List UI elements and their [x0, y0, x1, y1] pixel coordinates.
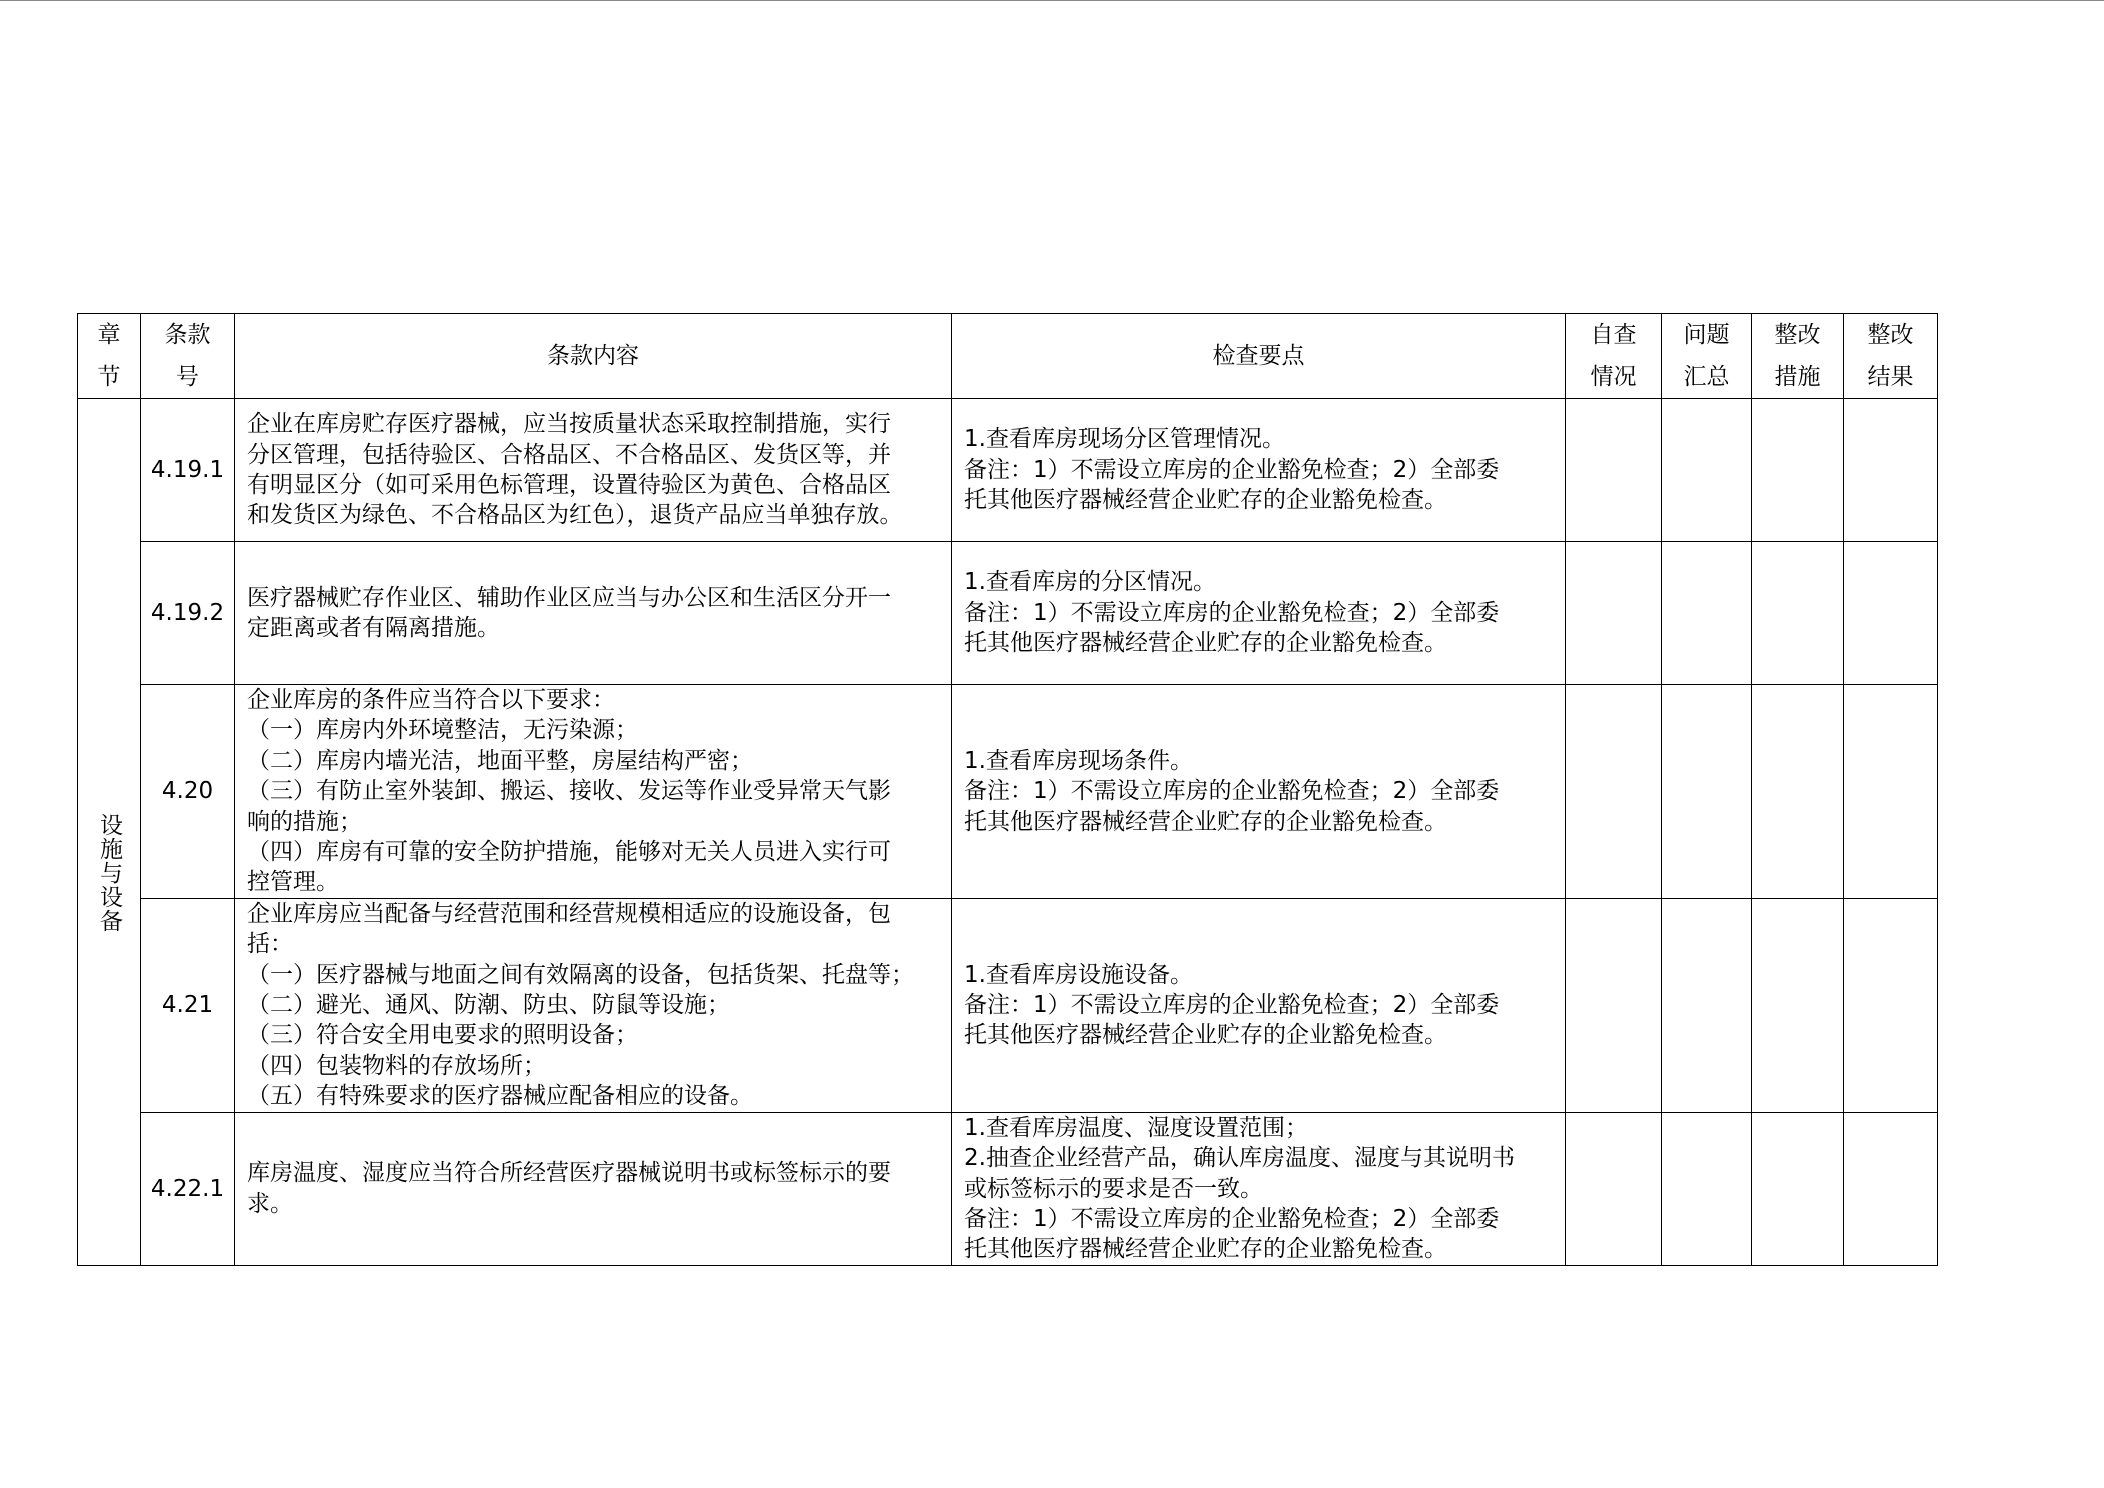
header-issue-summary: 问题 汇总	[1662, 314, 1752, 399]
issue-summary-cell[interactable]	[1662, 1112, 1752, 1265]
rectify-result-cell[interactable]	[1844, 542, 1938, 685]
header-chapter: 章 节	[78, 314, 141, 399]
self-check-cell[interactable]	[1566, 898, 1662, 1112]
clause-content: 企业在库房贮存医疗器械，应当按质量状态采取控制措施，实行 分区管理，包括待验区、合格品区、不合格品区、发货区等，并 有明显区分（如可采用色标管理，设置待验区为黄色、合格品区 和发货区为绿色、不合格品区为红色），退货产品应当单独存放。	[235, 399, 952, 542]
chapter-cell	[78, 399, 141, 1266]
issue-summary-cell[interactable]	[1662, 685, 1752, 899]
clause-number: 4.20	[141, 685, 235, 899]
check-points: 1.查看库房设施设备。 备注：1）不需设立库房的企业豁免检查；2）全部委 托其他医疗器械经营企业贮存的企业豁免检查。	[952, 898, 1566, 1112]
clause-content: 企业库房的条件应当符合以下要求： （一）库房内外环境整洁，无污染源； （二）库房内墙光洁，地面平整，房屋结构严密； （三）有防止室外装卸、搬运、接收、发运等作业受异常天气影 响的措施； （四）库房有可靠的安全防护措施，能够对无关人员进入实行可 控管理。	[235, 685, 952, 899]
rectify-measures-cell[interactable]	[1752, 399, 1844, 542]
table-row	[78, 898, 1938, 1112]
rectify-result-cell[interactable]	[1844, 685, 1938, 899]
inspection-checklist-table	[77, 313, 1938, 1266]
table-row	[78, 542, 1938, 685]
rectify-result-cell[interactable]	[1844, 1112, 1938, 1265]
check-points: 1.查看库房现场条件。 备注：1）不需设立库房的企业豁免检查；2）全部委 托其他医疗器械经营企业贮存的企业豁免检查。	[952, 685, 1566, 899]
clause-number: 4.21	[141, 898, 235, 1112]
table-row	[78, 685, 1938, 899]
rectify-result-cell[interactable]	[1844, 399, 1938, 542]
clause-number: 4.19.1	[141, 399, 235, 542]
rectify-measures-cell[interactable]	[1752, 542, 1844, 685]
check-points: 1.查看库房现场分区管理情况。 备注：1）不需设立库房的企业豁免检查；2）全部委 托其他医疗器械经营企业贮存的企业豁免检查。	[952, 399, 1566, 542]
self-check-cell[interactable]	[1566, 1112, 1662, 1265]
rectify-result-cell[interactable]	[1844, 898, 1938, 1112]
rectify-measures-cell[interactable]	[1752, 685, 1844, 899]
page-top-rule	[0, 0, 2104, 1]
self-check-cell[interactable]	[1566, 685, 1662, 899]
table-row	[78, 1112, 1938, 1265]
rectify-measures-cell[interactable]	[1752, 1112, 1844, 1265]
table-row	[78, 399, 1938, 542]
issue-summary-cell[interactable]	[1662, 898, 1752, 1112]
issue-summary-cell[interactable]	[1662, 542, 1752, 685]
self-check-cell[interactable]	[1566, 399, 1662, 542]
check-points: 1.查看库房温度、湿度设置范围； 2.抽查企业经营产品，确认库房温度、湿度与其说明书 或标签标示的要求是否一致。 备注：1）不需设立库房的企业豁免检查；2）全部委 托其他医疗器械经营企业贮存的企业豁免检查。	[952, 1112, 1566, 1265]
header-self-check: 自查 情况	[1566, 314, 1662, 399]
header-row	[78, 314, 1938, 399]
self-check-cell[interactable]	[1566, 542, 1662, 685]
check-points: 1.查看库房的分区情况。 备注：1）不需设立库房的企业豁免检查；2）全部委 托其他医疗器械经营企业贮存的企业豁免检查。	[952, 542, 1566, 685]
clause-number: 4.22.1	[141, 1112, 235, 1265]
chapter-name: 设施与设备	[96, 812, 122, 933]
clause-content: 企业库房应当配备与经营范围和经营规模相适应的设施设备，包 括： （一）医疗器械与地面之间有效隔离的设备，包括货架、托盘等； （二）避光、通风、防潮、防虫、防鼠等设施； （三）符合安全用电要求的照明设备； （四）包装物料的存放场所； （五）有特殊要求的医疗器械应配备相应的设备。	[235, 898, 952, 1112]
issue-summary-cell[interactable]	[1662, 399, 1752, 542]
clause-content: 库房温度、湿度应当符合所经营医疗器械说明书或标签标示的要 求。	[235, 1112, 952, 1265]
header-rectify-measures: 整改 措施	[1752, 314, 1844, 399]
header-rectify-result: 整改 结果	[1844, 314, 1938, 399]
header-check-points: 检查要点	[952, 314, 1566, 399]
clause-content: 医疗器械贮存作业区、辅助作业区应当与办公区和生活区分开一 定距离或者有隔离措施。	[235, 542, 952, 685]
clause-number: 4.19.2	[141, 542, 235, 685]
header-clause-no: 条款 号	[141, 314, 235, 399]
rectify-measures-cell[interactable]	[1752, 898, 1844, 1112]
header-clause-content: 条款内容	[235, 314, 952, 399]
